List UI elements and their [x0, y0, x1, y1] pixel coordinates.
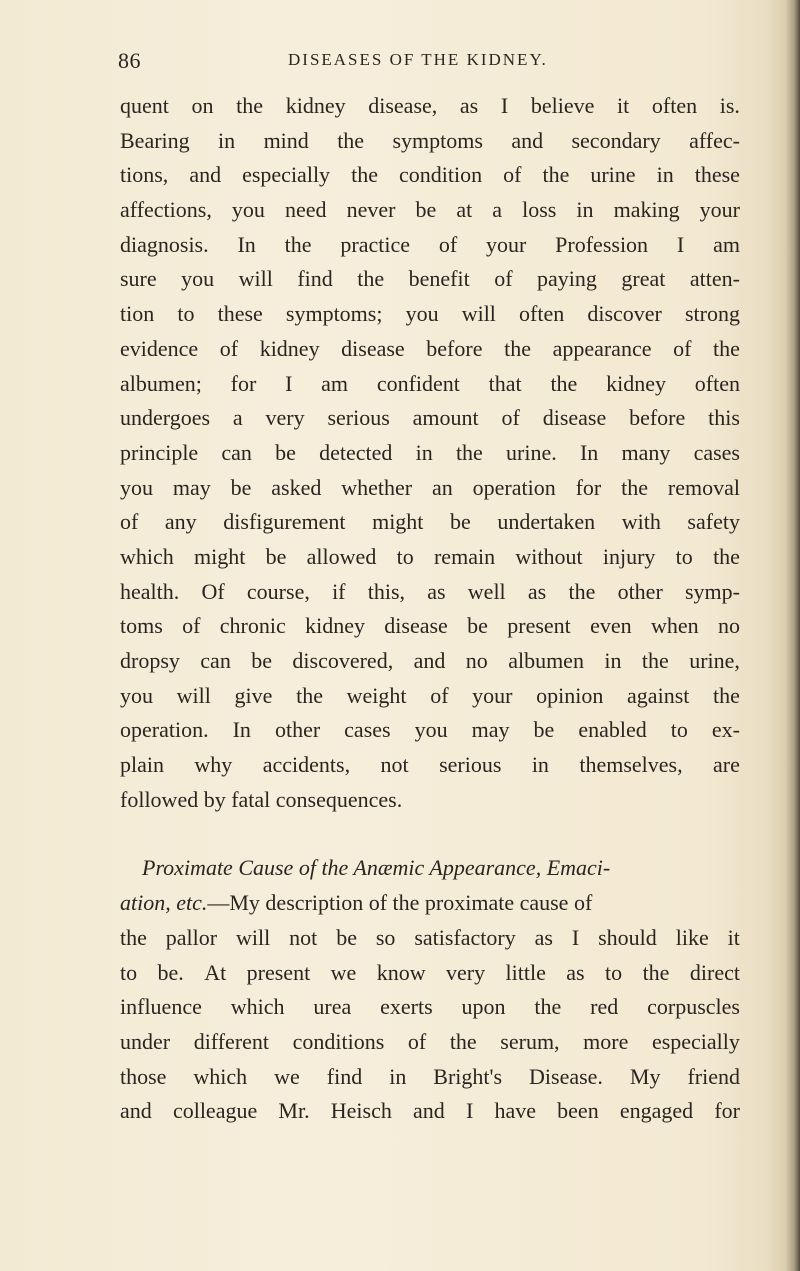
text-line-content: principle can be detected in the urine. In many cases [120, 439, 740, 465]
text-line [120, 228, 740, 263]
text-line [120, 297, 740, 332]
page-header [118, 48, 738, 76]
text-line [120, 540, 740, 575]
text-line [120, 1060, 740, 1095]
text-line [120, 783, 740, 818]
text-line [120, 89, 740, 124]
paragraph-gap [120, 817, 740, 851]
text-line-content: plain why accidents, not serious in themselves, are [120, 752, 740, 778]
text-line [120, 124, 740, 159]
text-line [120, 436, 740, 471]
text-line-content: quent on the kidney disease, as I believe it often is. [120, 93, 740, 118]
text-line [120, 367, 740, 402]
text-line-content: under different conditions of the serum, more especially [120, 1028, 740, 1054]
text-line [120, 505, 740, 540]
text-line-content: health. Of course, if this, as well as the other symp- [120, 578, 740, 604]
text-line [120, 158, 740, 193]
text-line [120, 956, 740, 991]
text-line-content: tion to these symptoms; you will often discover strong [120, 301, 740, 327]
text-line-content: tions, and especially the condition of the urine in these [120, 162, 740, 188]
text-line-content: affections, you need never be at a loss in making your [120, 197, 740, 223]
text-line [120, 679, 740, 714]
text-line-content: albumen; for I am confident that the kidney often [120, 370, 740, 396]
text-line [120, 1025, 740, 1060]
page-number: 86 [118, 48, 141, 73]
text-line-content: which might be allowed to remain without injury to the [120, 543, 740, 569]
text-line-content: dropsy can be discovered, and no albumen in the urine, [120, 648, 740, 673]
text-line [120, 713, 740, 748]
text-line-content: you may be asked whether an operation for the removal [120, 474, 740, 500]
text-line [120, 921, 740, 956]
text-line [120, 332, 740, 367]
text-line [120, 644, 740, 679]
text-line-content: undergoes a very serious amount of disease before this [120, 405, 740, 431]
page-edge-shadow [786, 0, 800, 1271]
section-heading-title-end: ation, etc. [120, 890, 208, 916]
text-line-content: operation. In other cases you may be enabled to ex- [120, 717, 740, 743]
text-line [120, 471, 740, 506]
text-line-content: sure you will find the benefit of paying great atten- [120, 266, 740, 292]
text-line [120, 1094, 740, 1129]
text-line-content: Bearing in mind the symptoms and secondary affec- [120, 127, 740, 153]
section-heading-continuation: —My description of the proximate cause of [207, 890, 593, 916]
text-line-content: to be. At present we know very little as to the direct [120, 959, 740, 985]
section-heading-title: Proximate Cause of the Anæmic Appearance, Emaci- [142, 855, 611, 881]
text-line-content: the pallor will not be so satisfactory as I should like it [120, 924, 740, 950]
text-line [120, 609, 740, 644]
text-line [120, 990, 740, 1025]
text-line [120, 748, 740, 783]
text-line [120, 262, 740, 297]
text-line [120, 401, 740, 436]
text-line-content: those which we find in Bright's Disease. My friend [120, 1063, 740, 1089]
text-line-content: toms of chronic kidney disease be present even when no [120, 613, 740, 639]
text-line-content: evidence of kidney disease before the appearance of the [120, 335, 740, 361]
section-heading-line-2 [120, 886, 740, 921]
text-line-content: of any disfigurement might be undertaken with safety [120, 509, 740, 535]
body-text [120, 89, 740, 1129]
text-line-content: influence which urea exerts upon the red corpuscles [120, 994, 740, 1020]
text-line-content: diagnosis. In the practice of your Profession I am [120, 231, 740, 257]
text-line [120, 575, 740, 610]
paragraph-2 [120, 851, 740, 1129]
paragraph-1 [120, 89, 740, 817]
text-line-content: and colleague Mr. Heisch and I have been engaged for [120, 1098, 740, 1124]
text-line [120, 193, 740, 228]
running-head: DISEASES OF THE KIDNEY. [288, 50, 548, 69]
text-line-content: you will give the weight of your opinion against the [120, 682, 740, 708]
paragraph-2-lines [120, 921, 740, 1129]
text-line-content: followed by fatal consequences. [120, 786, 403, 812]
section-heading-line-1 [120, 851, 740, 886]
